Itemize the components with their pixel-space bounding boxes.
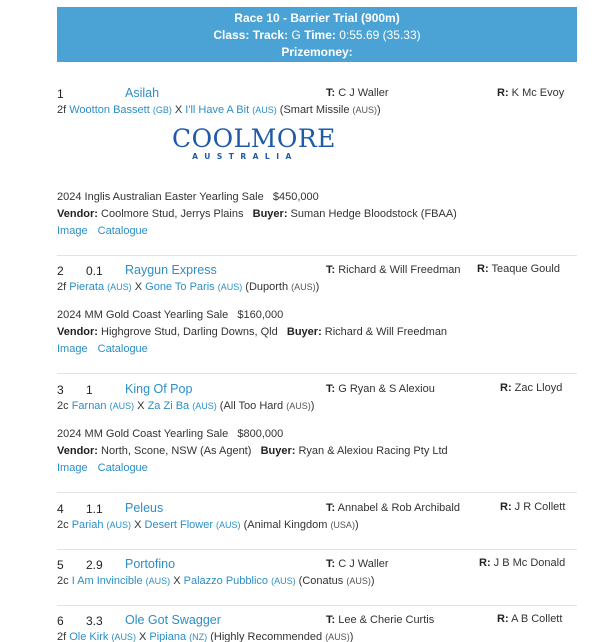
- dam-country: (AUS): [217, 282, 243, 292]
- dam-link[interactable]: Palazzo Pubblico: [183, 575, 269, 587]
- vendor-name: Coolmore Stud, Jerrys Plains: [101, 208, 244, 220]
- runner-entry-6: [57, 613, 577, 642]
- sale-price: $800,000: [237, 428, 284, 440]
- rider-label: R:: [479, 557, 491, 569]
- damsire-close: ): [370, 575, 375, 587]
- cross-symbol: X: [139, 631, 147, 642]
- vendor-name: North, Scone, NSW (As Agent): [101, 445, 252, 457]
- damsire-name: (Highly Recommended: [210, 631, 323, 642]
- age-sex: 2c: [57, 519, 69, 531]
- pedigree-line: [57, 575, 375, 587]
- dam-country: (AUS): [216, 520, 241, 530]
- sire-country: (AUS): [109, 401, 135, 411]
- track-value: G: [291, 28, 301, 42]
- divider: [57, 492, 577, 493]
- buyer-name: Suman Hedge Bloodstock (FBAA): [290, 208, 457, 220]
- trainer-info: [326, 502, 460, 514]
- rider-label: R:: [497, 87, 509, 99]
- divider: [57, 549, 577, 550]
- race-conditions: [57, 27, 577, 44]
- trainer-label: T:: [326, 614, 336, 626]
- age-sex: 2c: [57, 400, 69, 412]
- horse-name-link[interactable]: Raygun Express: [125, 263, 217, 277]
- pedigree-line: [57, 281, 319, 293]
- sire-link[interactable]: Ole Kirk: [69, 631, 109, 642]
- time-label: Time:: [304, 28, 336, 42]
- entry-links: [57, 225, 155, 237]
- damsire-name: (All Too Hard: [219, 400, 284, 412]
- damsire-name: (Animal Kingdom: [243, 519, 328, 531]
- dam-link[interactable]: Pipiana: [149, 631, 187, 642]
- runner-entry-3: [57, 382, 577, 494]
- damsire-country: (AUS): [325, 632, 350, 642]
- dam-country: (AUS): [192, 401, 217, 411]
- dam-country: (AUS): [252, 105, 277, 115]
- finish-position: 6: [57, 614, 64, 628]
- margin: 1: [86, 383, 93, 397]
- divider: [57, 255, 577, 256]
- vendor-label: Vendor:: [57, 445, 98, 457]
- rider-info: [479, 557, 565, 569]
- trainer-label: T:: [326, 502, 336, 514]
- sire-country: (AUS): [145, 576, 171, 586]
- sale-name: 2024 MM Gold Coast Yearling Sale: [57, 309, 229, 321]
- rider-label: R:: [500, 501, 512, 513]
- rider-info: [497, 87, 564, 99]
- class-label: Class:: [213, 28, 250, 42]
- sale-info: [57, 191, 319, 203]
- logo-main-text: COOLMORE: [172, 124, 336, 153]
- age-sex: 2c: [57, 575, 69, 587]
- trainer-name: C J Waller: [338, 87, 389, 99]
- dam-link[interactable]: Gone To Paris: [145, 281, 215, 293]
- image-link[interactable]: Image: [57, 225, 88, 237]
- sire-link[interactable]: Pariah: [71, 519, 104, 531]
- damsire-country: (AUS): [286, 401, 311, 411]
- dam-link[interactable]: I'll Have A Bit: [185, 104, 250, 116]
- trainer-info: [326, 383, 435, 395]
- cross-symbol: X: [134, 519, 142, 531]
- margin: 3.3: [86, 614, 103, 628]
- damsire-close: ): [310, 400, 315, 412]
- horse-name-link[interactable]: Peleus: [125, 501, 164, 515]
- sire-link[interactable]: Pierata: [69, 281, 105, 293]
- cross-symbol: X: [134, 281, 143, 293]
- vendor-label: Vendor:: [57, 208, 98, 220]
- trainer-info: [326, 264, 461, 276]
- trainer-label: T:: [326, 87, 336, 99]
- sire-link[interactable]: I Am Invincible: [71, 575, 143, 587]
- damsire-close: ): [354, 519, 359, 531]
- horse-name-link[interactable]: Ole Got Swagger: [125, 613, 221, 627]
- sire-country: (GB): [152, 105, 172, 115]
- vendor-buyer: [57, 445, 448, 457]
- sale-name: 2024 Inglis Australian Easter Yearling Sale: [57, 191, 264, 203]
- sale-info: [57, 428, 283, 440]
- damsire-name: (Duporth: [245, 281, 289, 293]
- finish-position: 5: [57, 558, 64, 572]
- time-value: 0:55.69 (35.33): [339, 28, 421, 42]
- entry-links: [57, 343, 155, 355]
- cross-symbol: X: [174, 104, 183, 116]
- trainer-name: Annabel & Rob Archibald: [337, 502, 460, 514]
- finish-position: 2: [57, 264, 64, 278]
- margin: 0.1: [86, 264, 103, 278]
- trainer-name: Lee & Cherie Curtis: [338, 614, 435, 626]
- trainer-name: G Ryan & S Alexiou: [338, 383, 435, 395]
- trainer-info: [326, 87, 389, 99]
- vendor-label: Vendor:: [57, 326, 98, 338]
- horse-name-link[interactable]: King Of Pop: [125, 382, 193, 396]
- vendor-name: Highgrove Stud, Darling Downs, Qld: [101, 326, 278, 338]
- divider: [57, 373, 577, 374]
- logo-sub-text: AUSTRALIA: [192, 152, 298, 161]
- sire-link[interactable]: Wootton Bassett: [69, 104, 150, 116]
- track-label: Track:: [252, 28, 289, 42]
- damsire-name: (Conatus: [298, 575, 344, 587]
- age-sex: 2f: [57, 104, 67, 116]
- finish-position: 4: [57, 502, 64, 516]
- margin: 2.9: [86, 558, 103, 572]
- rider-label: R:: [497, 613, 509, 625]
- pedigree-line: [57, 104, 381, 116]
- sale-name: 2024 MM Gold Coast Yearling Sale: [57, 428, 229, 440]
- catalogue-link[interactable]: Catalogue: [97, 462, 148, 474]
- sale-price: $160,000: [237, 309, 284, 321]
- finish-position: 1: [57, 87, 64, 101]
- image-link[interactable]: Image: [57, 343, 88, 355]
- trainer-label: T:: [326, 264, 336, 276]
- rider-name: J R Collett: [514, 501, 566, 513]
- coolmore-logo: [172, 124, 336, 161]
- catalogue-link[interactable]: Catalogue: [97, 343, 148, 355]
- race-header: [57, 7, 577, 62]
- damsire-country: (AUS): [346, 576, 371, 586]
- rider-info: [500, 382, 562, 394]
- sire-country: (AUS): [111, 632, 136, 642]
- pedigree-line: [57, 519, 359, 531]
- entry-links: [57, 462, 155, 474]
- rider-name: Teaque Gould: [491, 263, 560, 275]
- rider-info: [500, 501, 565, 513]
- sire-country: (AUS): [107, 282, 132, 292]
- damsire-close: ): [349, 631, 354, 642]
- age-sex: 2f: [57, 631, 67, 642]
- rider-label: R:: [477, 263, 489, 275]
- damsire-country: (AUS): [291, 282, 316, 292]
- rider-name: K Mc Evoy: [511, 87, 565, 99]
- finish-position: 3: [57, 383, 64, 397]
- pedigree-line: [57, 631, 353, 642]
- runner-entry-5: [57, 557, 577, 607]
- vendor-buyer: [57, 208, 457, 220]
- image-link[interactable]: Image: [57, 462, 88, 474]
- horse-name-link[interactable]: Asilah: [125, 86, 160, 100]
- buyer-name: Richard & Will Freedman: [324, 326, 448, 338]
- buyer-label: Buyer:: [260, 445, 296, 457]
- rider-name: A B Collett: [511, 613, 563, 625]
- buyer-label: Buyer:: [286, 326, 322, 338]
- buyer-name: Ryan & Alexiou Racing Pty Ltd: [298, 445, 448, 457]
- sire-country: (AUS): [106, 520, 132, 530]
- vendor-buyer: [57, 326, 447, 338]
- prizemoney-label: Prizemoney:: [281, 45, 353, 59]
- cross-symbol: X: [173, 575, 181, 587]
- trainer-info: [326, 614, 434, 626]
- damsire-close: ): [377, 104, 381, 116]
- runner-entry-2: [57, 263, 577, 375]
- horse-name-link[interactable]: Portofino: [125, 557, 176, 571]
- runner-entry-4: [57, 501, 577, 551]
- rider-label: R:: [500, 382, 512, 394]
- sire-link[interactable]: Farnan: [71, 400, 107, 412]
- damsire-name: (Smart Missile: [279, 104, 350, 116]
- dam-link[interactable]: Desert Flower: [144, 519, 213, 531]
- damsire-country: (AUS): [352, 105, 378, 115]
- margin: 1.1: [86, 502, 103, 516]
- cross-symbol: X: [137, 400, 145, 412]
- age-sex: 2f: [57, 281, 67, 293]
- trainer-label: T:: [326, 383, 336, 395]
- runner-entry-1: [57, 86, 577, 256]
- pedigree-line: [57, 400, 314, 412]
- rider-info: [497, 613, 562, 625]
- rider-info: [477, 263, 560, 275]
- trainer-label: T:: [326, 558, 336, 570]
- divider: [57, 605, 577, 606]
- dam-country: (AUS): [271, 576, 296, 586]
- buyer-label: Buyer:: [252, 208, 288, 220]
- race-title: Race 10 - Barrier Trial (900m): [234, 11, 400, 25]
- damsire-country: (USA): [330, 520, 355, 530]
- dam-country: (NZ): [189, 632, 208, 642]
- trainer-name: C J Waller: [338, 558, 389, 570]
- sale-price: $450,000: [272, 191, 319, 203]
- catalogue-link[interactable]: Catalogue: [97, 225, 148, 237]
- sale-info: [57, 309, 283, 321]
- trainer-name: Richard & Will Freedman: [338, 264, 461, 276]
- damsire-close: ): [315, 281, 320, 293]
- rider-name: Zac Lloyd: [514, 382, 563, 394]
- rider-name: J B Mc Donald: [493, 557, 566, 569]
- trainer-info: [326, 558, 389, 570]
- dam-link[interactable]: Za Zi Ba: [147, 400, 190, 412]
